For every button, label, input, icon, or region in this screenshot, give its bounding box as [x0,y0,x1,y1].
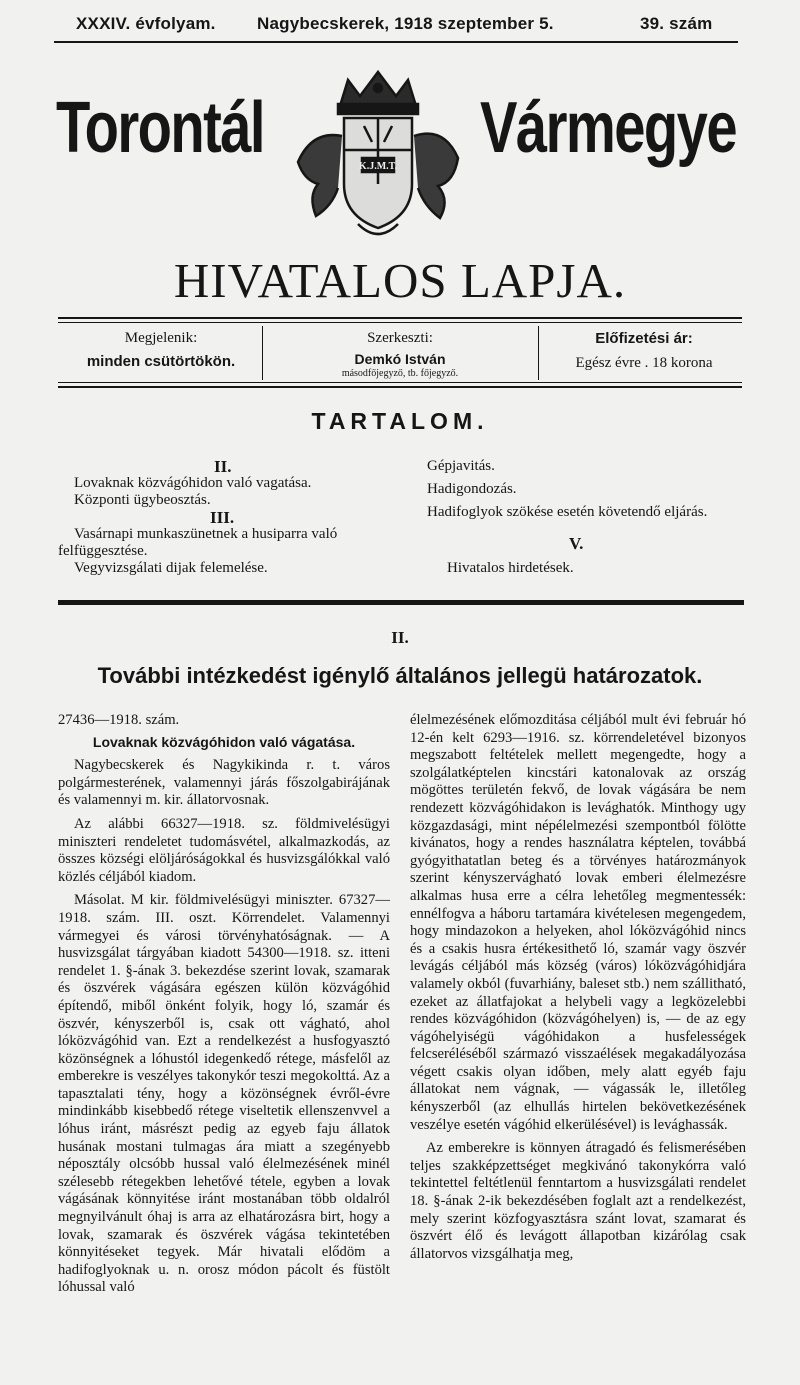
article-headline: Lovaknak közvágóhidon való vágatása. [92,733,356,750]
article-paragraph: élelmezésének előmozditása céljából mult évi február hó 12-én kelt 6293—1916. sz. körrendeletével bizonyos megszabott feltételek mellett megengedte, hogy a szolgálatképtelen kincstári katonalovak az ország mögöttes területén fekvő, de lovak vágására be nem rendezett közvágóhidakon is levághatók. Minthogy ugy közgazdasági, mint népélelmezési szempontból fölötte kivánatos, hogy a rendes használatra képtelen, továbbá gyógyithatatlan beteg és a törvényes határozmányok szerint kényszervágható lovak emberi élelmezésre alkalmas husa erre a célra lehetőleg megmentessék: ennélfogva a háboru tartamára kivételesen megengedem, hogy mindazokon a helyeken, ahol lóközvágóhid nincs és a csakis husra értékesithető ló, szamár vagy öszvér levágás céljából más község (város) lóközvágóhidjára valamely okból (fuvarhiány, baleset stb.) nem szállitható, ezeket az állatfajokat a helybeli vagy a legközelebbi rendes közvágóhidon (közvágóhelyen) is, — de az egy vágóhelyiségü vágóhidakon a husfelességek felcseréléséből származó visszaélések megakadályozása végett csakis olyan időben, mely alatt egyéb faju állatokat nem vágnak, — vágassák le, illetőleg kényszerből (az elhullás hirtelen bekövetkezésének veszélye esetén vágóhid elkerülésével) is levághassák. [410,712,746,1133]
article-paragraph: Az alábbi 66327—1918. sz. földmivelésügyi miniszteri rendeletet tudomásvétel, alkalmazkodás, az összes községi elöljáróságokkal és husvizsgálókkal való közlés céljából kiadom. [58,815,390,885]
appears-cell [66,330,256,370]
contents-bottom-rule [58,600,744,605]
subscription-label: Előfizetési ár: [595,330,693,347]
article-reference: 27436—1918. szám. [58,712,180,728]
top-rule [54,41,738,43]
toc-item: Hadifoglyok szökése esetén követendő eljárás. [427,504,708,520]
editor-label: Szerkeszti: [367,330,433,346]
contents-heading: TARTALOM. [311,408,489,434]
toc-item: Lovaknak közvágóhidon való vagatása. [74,475,312,491]
info-bottom-rule-thin [58,382,742,383]
article-column-1 [58,712,390,1297]
info-bottom-rule [58,386,742,388]
article-paragraph: Az emberekre is könnyen átragadó és felismerésében teljes szakképzettséget megkivánó takonykórra való tekintettel feltétlenül fenntartom a husvizsgálati rendelet 18. §-ának 2-ik bekezdésében foglalt azt a rendelkezést, mely szerint közfogyasztásra szánt lovat, szamarat és öszvért élő és levágott állapotban kizárólag csak állatorvos vizsgálhatja meg, [410,1140,746,1262]
subtitle: HIVATALOS LAPJA. [173,253,627,308]
info-top-rule-thin [58,322,742,323]
appears-label: Megjelenik: [124,330,198,346]
appears-value: minden csütörtökön. [86,353,236,370]
article-paragraph: Nagybecskerek és Nagykikinda r. t. város polgármesterének, valamennyi járás főszolgabirájának és valamennyi m. kir. állatorvosnak. [58,757,390,809]
title-right: Vármegye [480,88,737,168]
info-divider-2 [538,326,539,380]
volume-number: XXXIV. évfolyam. [76,14,216,33]
info-top-rule [58,317,742,319]
editor-name: Demkó István [354,351,446,367]
toc-head: II. [214,457,232,476]
title-left: Torontál [56,88,264,168]
editor-title: másodfőjegyző, tb. főjegyző. [341,368,459,379]
toc-item: Hadigondozás. [427,481,517,497]
editor-cell [268,330,532,379]
toc-item: felfüggesztése. [58,543,148,559]
toc-item: Vegyvizsgálati dijak felemelése. [74,560,268,576]
article-column-2 [410,712,746,1263]
toc-item: Vasárnapi munkaszünetnek a husiparra való [74,526,338,542]
contents-left-column [58,458,408,577]
toc-item: Gépjavitás. [427,458,495,474]
section-title: További intézkedést igénylő általános jellegü határozatok. [97,663,703,688]
article-paragraph: Másolat. M kir. földmivelésügyi miniszter. 67327—1918. szám. III. oszt. Körrendelet. Valamennyi vármegyei és városi törvényhatóságnak. — A husvizsgálat tárgyában kiadott 54300—1918. sz. itteni rendelet 1. §-ának 3. bekezdése szerint lovak, szamarak és öszvérek vágására egészen külön közvágóhid építendő, miből önként folyik, hogy ló, szamár és öszvér, kényszerből is, csak ott vágható, ahol lóközvágóhid van. Ezt a rendelkezést a husfogyasztó közönségnek a lóhustól idegenkedő rétege, másfelől az emberekre is veszélyes takonykór teszi megokolttá. Az a tapasztalati tény, hogy a közönségnek évről-évre mindinkább kisebbedő rétege viseltetik ellenszenvvel a lóhus iránt, másrészt pedig az egyeb faju állatok husának mostani tulmagas ára miatt a szegényebb néposztály olcsóbb hussal való élelmezésének minél szélesebb rétegekben lehetővé tétele, egyben a lovak vágásának könnyitése iránt mostanában több oldalról megnyilvánult óhaj is arra az elhatározásra birt, hogy a lovak, szamarak és öszvérek vágása tekintetében könnyitéseket tegyek. Már hivatali elődöm a hadifoglyoknak u. n. orosz módon pácolt és füstölt lóhussal való [58,892,390,1296]
section-number: II. [391,628,409,647]
info-divider-1 [262,326,263,380]
toc-head: III. [210,508,235,527]
subscription-value: Egész évre . 18 korona [575,355,713,371]
contents-right-column [427,458,757,577]
toc-item: Központi ügybeosztás. [74,492,211,508]
coat-of-arms-icon [288,66,468,246]
place-date: Nagybecskerek, 1918 szeptember 5. [257,14,554,33]
issue-number: 39. szám [640,14,713,33]
crest-label: K.J.M.T. [358,161,398,172]
toc-head: V. [569,534,584,553]
subscription-cell [544,330,744,372]
toc-item: Hivatalos hirdetések. [447,560,574,576]
